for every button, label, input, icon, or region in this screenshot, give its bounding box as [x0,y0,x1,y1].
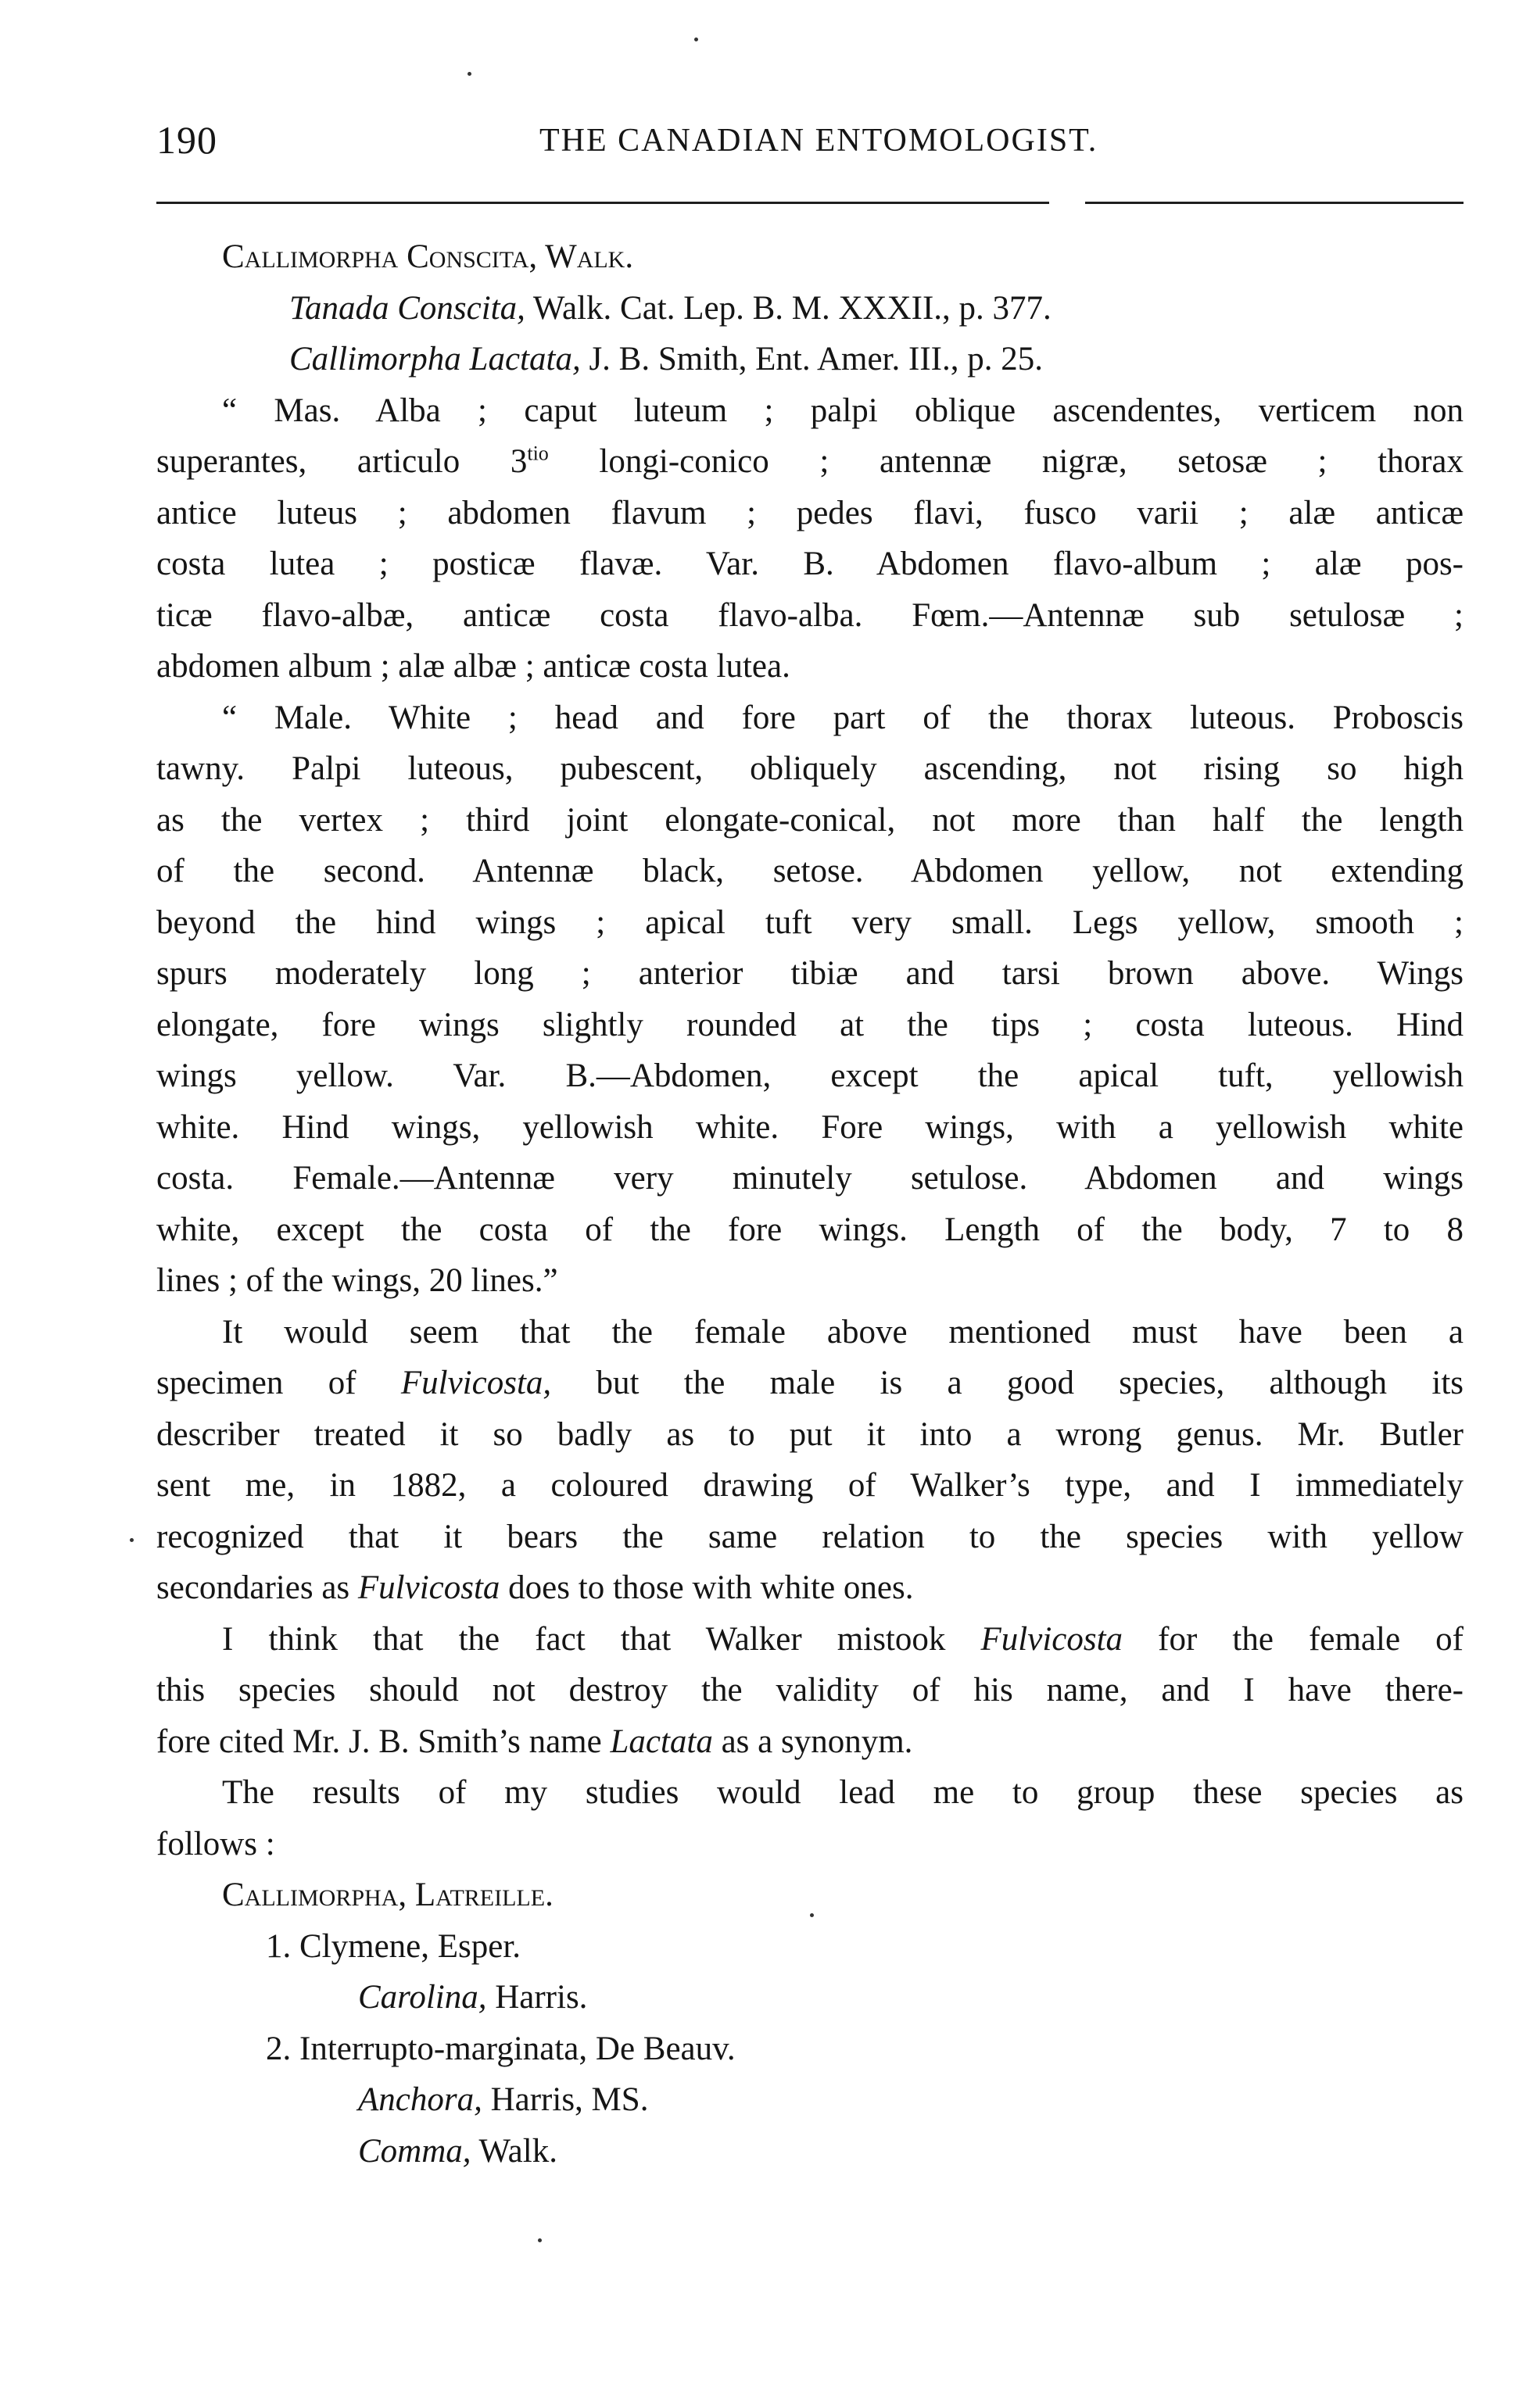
running-head: THE CANADIAN ENTOMOLOGIST. [539,123,1098,159]
text-line: I think that the fact that Walker mistook Fulvicosta for the female of [222,1620,1464,1658]
text-line: antice luteus ; abdomen flavum ; pedes flavi, fusco varii ; alæ anticæ [156,494,1464,531]
text-line: follows : [156,1825,275,1862]
text-line: sent me, in 1882, a coloured drawing of Walker’s type, and I immediately [156,1467,1464,1504]
text-line: It would seem that the female above mentioned must have been a [222,1313,1464,1351]
text-line: secondaries as Fulvicosta does to those with white ones. [156,1569,914,1606]
species-heading: Callimorpha Conscita, Walk. [222,238,634,275]
text-line: superantes, articulo $3^{tio}$ longi-conico ; antennæ nigræ, setosæ ; thorax [156,442,1464,480]
synonym-list-item: Carolina, Harris. [358,1979,588,2016]
print-speck [810,1913,814,1917]
text-line: spurs moderately long ; anterior tibiæ and tarsi brown above. Wings [156,955,1464,992]
synonym-list-item: Anchora, Harris, MS. [358,2081,649,2118]
page-header [156,117,1464,180]
synonym-line: Callimorpha Lactata, J. B. Smith, Ent. Amer. III., p. 25. [289,341,1043,377]
text-line: white, except the costa of the fore wings. Length of the body, 7 to 8 [156,1211,1464,1248]
print-speck [468,72,471,76]
text-line: elongate, fore wings slightly rounded at the tips ; costa luteous. Hind [156,1006,1464,1043]
page-number: 190 [156,118,217,162]
text-line: “ Mas. Alba ; caput luteum ; palpi oblique ascendentes, verticem non [222,392,1464,429]
text-line: lines ; of the wings, 20 lines.” [156,1262,558,1299]
synonym-list-item: Comma, Walk. [358,2132,557,2170]
synonym-line: Tanada Conscita, Walk. Cat. Lep. B. M. XXXII., p. 377. [289,289,1052,327]
text-line: this species should not destroy the validity of his name, and I have there- [156,1672,1464,1708]
text-line: recognized that it bears the same relation to the species with yellow [156,1518,1464,1555]
print-speck [694,38,698,41]
header-rule-right [1085,202,1464,204]
text-line: The results of my studies would lead me to group these species as [222,1774,1464,1811]
text-line: costa. Female.—Antennæ very minutely setulose. Abdomen and wings [156,1160,1464,1197]
text-line: of the second. Antennæ black, setose. Abdomen yellow, not extending [156,853,1464,889]
text-line: fore cited Mr. J. B. Smith’s name Lactata as a synonym. [156,1723,913,1760]
species-list-item: 2. Interrupto-marginata, De Beauv. [266,2030,736,2067]
text-line: wings yellow. Var. B.—Abdomen, except the apical tuft, yellowish [156,1057,1464,1094]
genus-heading: Callimorpha, Latreille. [222,1877,554,1913]
print-speck [130,1538,134,1542]
text-line: ticæ flavo-albæ, anticæ costa flavo-alba. Fœm.—Antennæ sub setulosæ ; [156,596,1464,634]
text-line: beyond the hind wings ; apical tuft very small. Legs yellow, smooth ; [156,903,1464,941]
header-rule-left [156,202,1049,204]
text-line: abdomen album ; alæ albæ ; anticæ costa lutea. [156,648,790,685]
text-line: “ Male. White ; head and fore part of the thorax luteous. Proboscis [222,699,1464,736]
species-list-item: 1. Clymene, Esper. [266,1927,521,1965]
text-line: tawny. Palpi luteous, pubescent, obliquely ascending, not rising so high [156,750,1464,787]
text-line: describer treated it so badly as to put it into a wrong genus. Mr. Butler [156,1415,1464,1453]
text-line: costa lutea ; posticæ flavæ. Var. B. Abdomen flavo-album ; alæ pos- [156,546,1464,582]
print-speck [538,2238,542,2242]
text-line: specimen of Fulvicosta, but the male is a good species, although its [156,1365,1464,1401]
body-text [156,231,1464,2177]
text-line: white. Hind wings, yellowish white. Fore wings, with a yellowish white [156,1108,1464,1146]
text-line: as the vertex ; third joint elongate-conical, not more than half the length [156,801,1464,839]
